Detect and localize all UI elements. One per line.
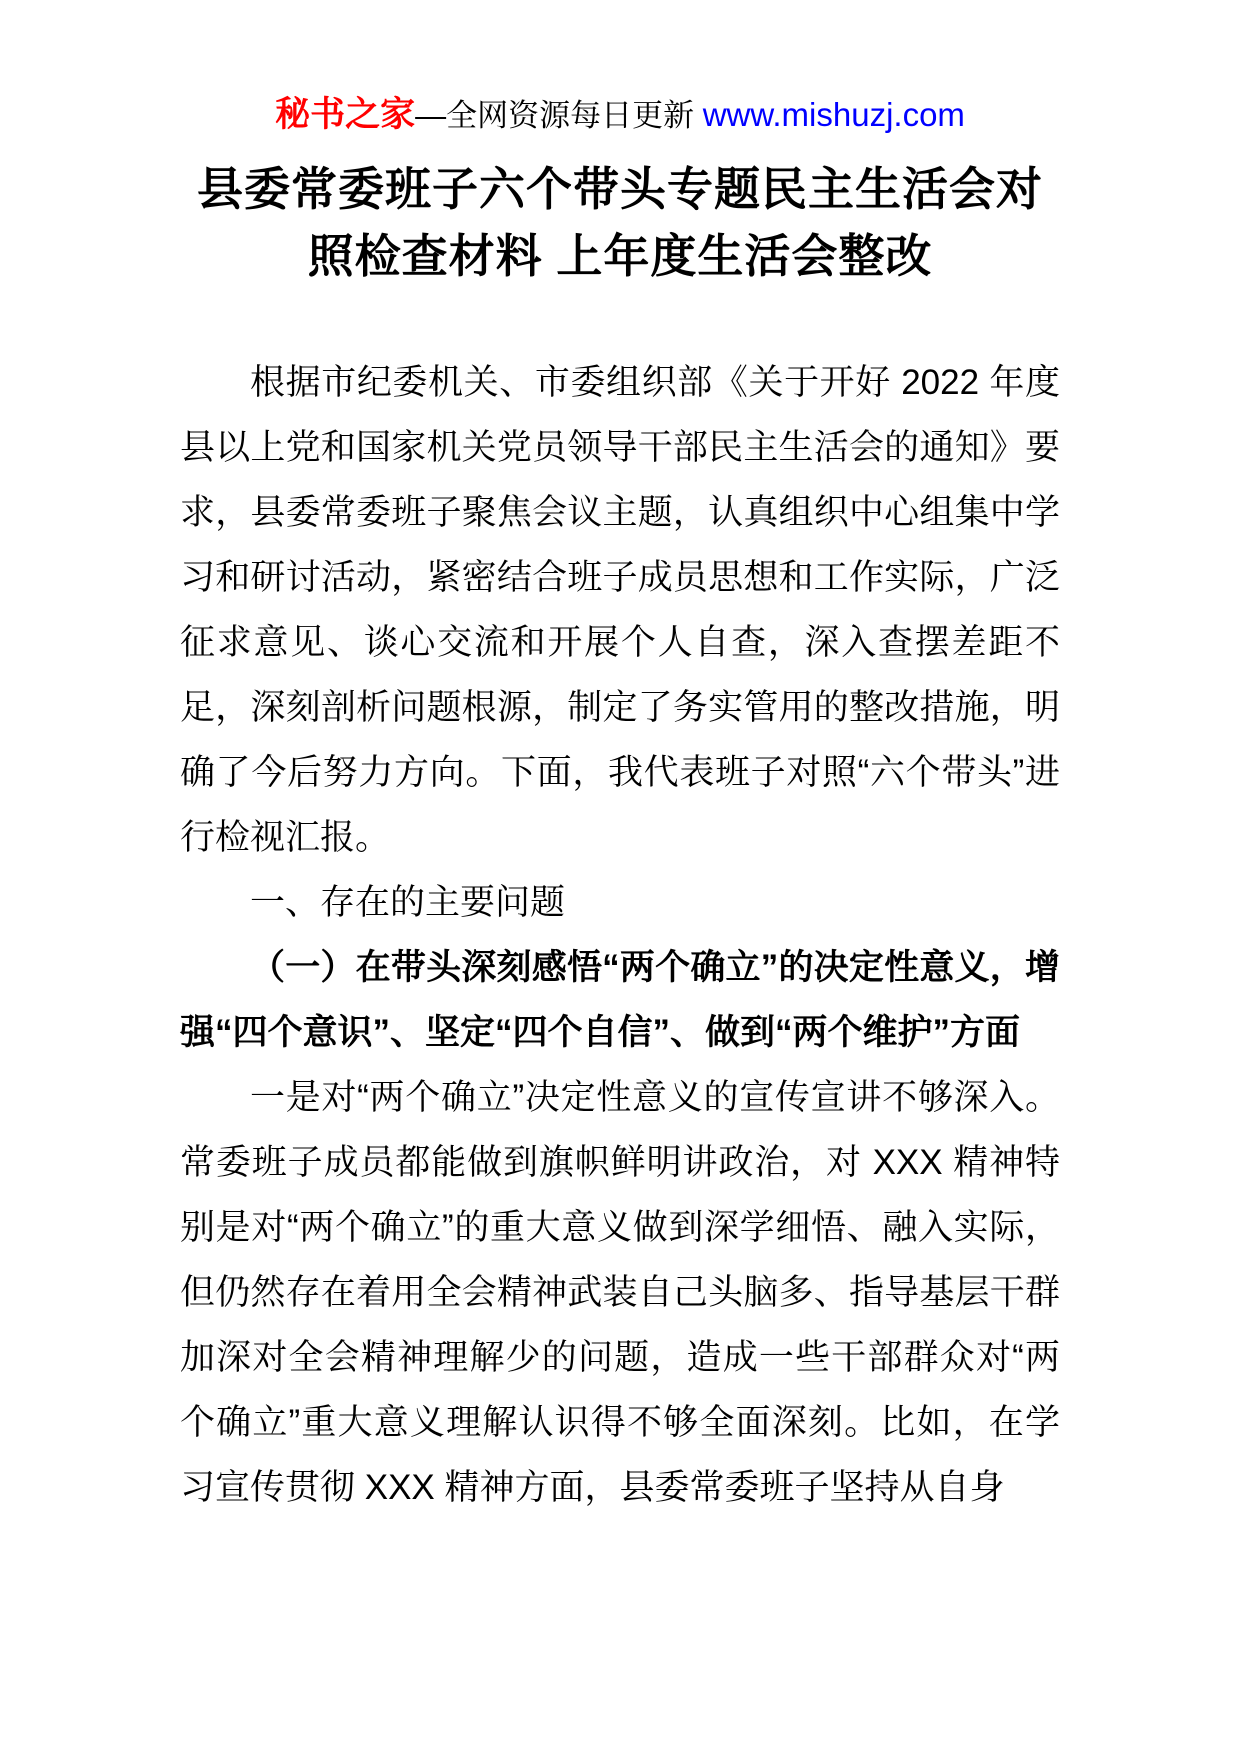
paragraph-problem-detail: 一是对“两个确立”决定性意义的宣传宣讲不够深入。常委班子成员都能做到旗帜鲜明讲政治，对 XXX 精神特别是对“两个确立”的重大意义做到深学细悟、融入实际，但仍然存在着用全会精神武装自己头脑多、指导基层干群加深对全会精神理解少的问题，造成一些干部群众对“两个确立”重大意义理解认识得不够全面深刻。比如，在学习宣传贯彻 XXX 精神方面，县委常委班子坚持从自身 (180, 1078, 1060, 1507)
title-line-1: 县委常委班子六个带头专题民主生活会对 (197, 163, 1043, 215)
site-url-link[interactable]: www.mishuzj.com (702, 96, 965, 133)
document-title (150, 156, 1090, 290)
site-brand: 秘书之家 (275, 95, 416, 134)
site-header (0, 0, 1240, 138)
section-heading-main-problems: 一、存在的主要问题 (250, 883, 566, 922)
subsection-heading-two-establishes: （一）在带头深刻感悟“两个确立”的决定性意义，增强“四个意识”、坚定“四个自信”、做到“两个维护”方面 (180, 948, 1060, 1052)
title-line-2: 照检查材料 上年度生活会整改 (307, 230, 933, 282)
paragraph-intro: 根据市纪委机关、市委组织部《关于开好 2022 年度县以上党和国家机关党员领导干部民主生活会的通知》要求，县委常委班子聚焦会议主题，认真组织中心组集中学习和研讨活动，紧密结合班子成员思想和工作实际，广泛征求意见、谈心交流和开展个人自查，深入查摆差距不足，深刻剖析问题根源，制定了务实管用的整改措施，明确了今后努力方向。下面，我代表班子对照“六个带头”进行检视汇报。 (180, 363, 1060, 857)
site-tagline: —全网资源每日更新 (415, 98, 703, 133)
document-body (180, 350, 1060, 1520)
